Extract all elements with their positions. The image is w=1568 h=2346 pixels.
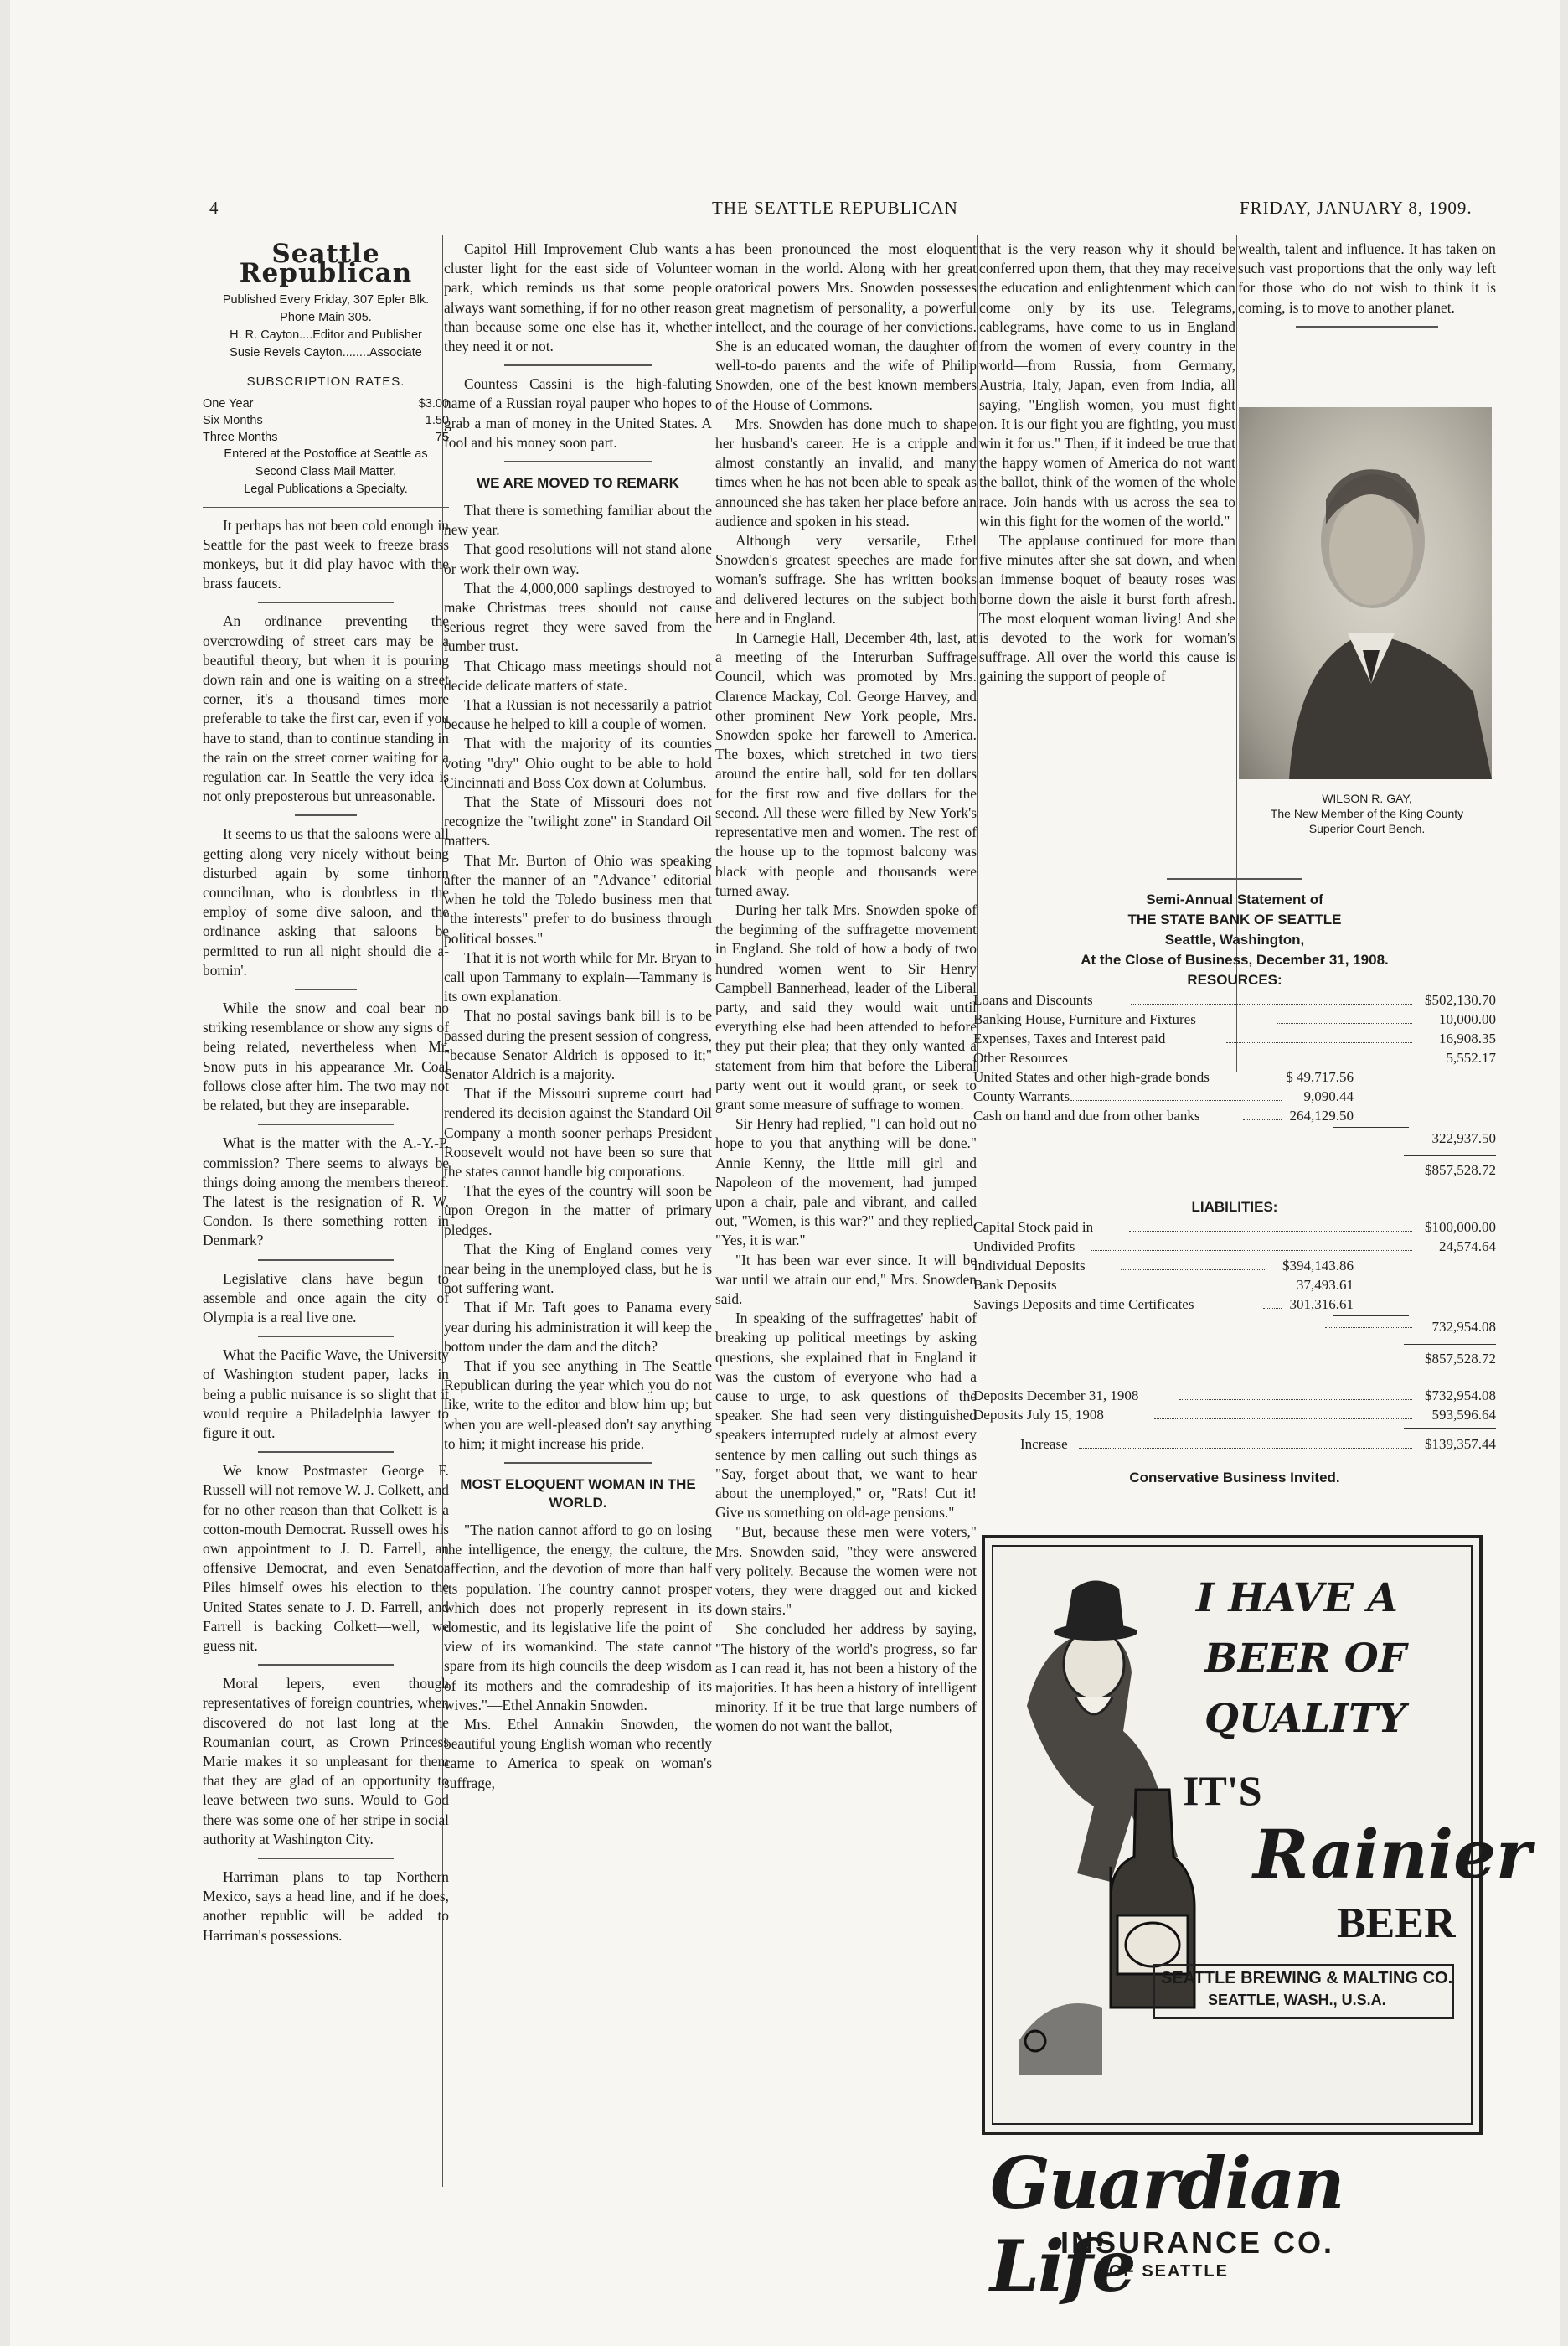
paragraph: In speaking of the suffragettes' habit of breaking up political meetings by asking questions, she explained that in England it was the custom of everyone who had a cause to urge, to ask questions of the speaker. She had seen very distinguished speakers interrupted rudely at almost every sentence by men calling out such things as "Say, forget about that, we want to hear about the unemployed," or, "Rats! Cut it! Give us something on old-age pensions." <box>715 1310 977 1522</box>
statement-row: Individual Deposits $394,143.86 <box>973 1258 1354 1274</box>
paragraph: An ordinance preventing the overcrowding of street cars may be a beautiful theory, but when it is pouring down rain and one is waiting on a street corner, it's a thousand times more preferable to take the first car, even if you have to stand, than to continue standing in the rain on the street corner waiting for a regulation car. In Seattle the very idea is not only preposterous but unreasonable. <box>203 612 449 805</box>
publication-info <box>203 292 449 362</box>
deposit-row: Deposits July 15, 1908 593,596.64 <box>973 1407 1496 1423</box>
ad-headline: QUALITY <box>1204 1696 1406 1742</box>
pub-line: Phone Main 305. <box>280 311 372 325</box>
statement-title: Semi-Annual Statement of <box>1146 891 1323 907</box>
ad-company-name: Guardian Life <box>990 2142 1344 2307</box>
divider <box>258 1858 394 1859</box>
ad-headline: I HAVE A <box>1196 1575 1398 1621</box>
paragraph: The applause continued for more than five minutes after she sat down, and when an immense boquet of beauty roses was borne down the aisle it burst forth afresh. The most eloquent woman living! And she is devoted to the work for woman's suffrage. All over the world this cause is gaining the support of people of <box>979 532 1235 685</box>
portrait-photo <box>1239 407 1492 779</box>
rate-row: Three Months 75 <box>203 430 449 444</box>
paragraph: Sir Henry had replied, "I can hold out no hope to you that anything will be done." Annie Kenny, the little mill girl and Napoleon of the movement, had jumped upon a chair, pale and vibrant, and called out, "Women, is this war?" and they replied, "Yes, it is war." <box>715 1115 977 1249</box>
paragraph: That good resolutions will not stand alone or work their own way. <box>444 540 712 577</box>
paragraph: has been pronounced the most eloquent woman in the world. Along with her great oratorical powers Mrs. Snowden possesses great magnetism of personality, a powerful intellect, and the courage of her convictions. She is an educated woman, the daughter of well-to-do parents and the wife of Philip Snowden, one of the best known members of the House of Commons. <box>715 240 977 413</box>
ad-its: IT'S <box>1183 1767 1262 1814</box>
statement-row: Undivided Profits 24,574.64 <box>973 1238 1496 1254</box>
subscription-rates <box>203 395 449 446</box>
statement-row: Capital Stock paid in $100,000.00 <box>973 1219 1496 1235</box>
section-heading: MOST ELOQUENT WOMAN IN THE WORLD. <box>460 1475 696 1511</box>
statement-footer: Conservative Business Invited. <box>1129 1470 1340 1486</box>
divider <box>258 1124 394 1125</box>
paragraph: Countess Cassini is the high-faluting name of a Russian royal pauper who hopes to grab a man of money in the United States. A fool and his money soon part. <box>444 375 712 451</box>
divider <box>258 1336 394 1337</box>
paragraph: That there is something familiar about the new year. <box>444 502 712 539</box>
caption-name: WILSON R. GAY, <box>1322 792 1412 805</box>
paragraph: Harriman plans to tap Northern Mexico, says a head line, and if he does, another republic will be added to Harriman's possessions. <box>203 1868 449 1944</box>
divider <box>258 602 394 603</box>
paragraph: It seems to us that the saloons were all getting along very nicely without being disturbed again by some tinhorn councilman, who is doubtless in the employ of some dive saloon, and the ordinance asking that saloons be permitted to run all night should die a-bornin'. <box>203 825 449 979</box>
statement-subtotal: 732,954.08 <box>973 1314 1496 1339</box>
ad-subtitle: INSURANCE CO. <box>1060 2225 1335 2260</box>
divider <box>295 989 357 990</box>
statement-row: County Warrants 9,090.44 <box>973 1088 1354 1104</box>
statement-subtotal: 322,937.50 <box>973 1125 1496 1150</box>
paragraph: That if the Missouri supreme court had rendered its decision against the Standard Oil Company a month sooner perhaps President Roosevelt would not have been so sure that the states cannot handle big corporations. <box>444 1085 712 1180</box>
paragraph: That Chicago mass meetings should not decide delicate matters of state. <box>444 657 712 694</box>
paragraph: What is the matter with the A.-Y.-P. commission? There seems to always be things doing among the members thereof. The latest is the resignation of R. W. Condon. Is there something rotten in Denmark? <box>203 1134 449 1249</box>
portrait-caption <box>1238 791 1496 836</box>
paragraph: It perhaps has not been cold enough in Seattle for the past week to freeze brass monkeys, but it did play havoc with the brass faucets. <box>203 516 449 592</box>
column-3 <box>715 240 977 2183</box>
paragraph: that is the very reason why it should be conferred upon them, that they may receive the education and enlightenment which can come only by its use. Telegrams, cablegrams, have come to us in England from the women of every country in the world—from Russia, from Germany, Austria, Italy, Japan, even from India, all saying, "English women, you must fight on. It is our fight you are fighting, you must win it for us." Then, if it indeed be true that the happy women of America do not want the ballot, think of the women of the whole race. Join hands with us across the sea to win this fight for the women of the world." <box>979 240 1235 530</box>
paragraph: Mrs. Ethel Annakin Snowden, the beautiful young English woman who recently came to America to speak on woman's suffrage, <box>444 1716 712 1791</box>
ad-beer: BEER <box>1337 1899 1456 1947</box>
statement-row: Savings Deposits and time Certificates 301,316.61 <box>973 1296 1354 1312</box>
ad-company: SEATTLE BREWING & MALTING CO. <box>1161 1969 1453 1987</box>
divider <box>295 814 357 816</box>
statement-row: Loans and Discounts $502,130.70 <box>973 992 1496 1008</box>
bank-location: Seattle, Washington, <box>1164 932 1305 948</box>
divider <box>258 1451 394 1453</box>
statement-row: Bank Deposits 37,493.61 <box>973 1277 1354 1293</box>
rates-heading: SUBSCRIPTION RATES. <box>246 375 405 390</box>
resources-heading: RESOURCES: <box>1187 972 1282 988</box>
paragraph: That if you see anything in The Seattle Republican during the year which you do not like, write to the editor and blow him up; but when you are well-pleased don't say anything to him; it might increase his pride. <box>444 1356 712 1452</box>
increase-row: Increase $139,357.44 <box>1020 1436 1496 1452</box>
statement-total: $857,528.72 <box>973 1150 1496 1182</box>
column-2 <box>444 240 712 2183</box>
masthead-title: Seattle Republican <box>239 240 413 289</box>
paragraph: In Carnegie Hall, December 4th, last, at a meeting of the Interurban Suffrage Council, which was promoted by Mrs. Clarence Mackay, Col. George Harvey, and other prominent New York people, Mrs. Snowden spoke her farewell to America. The boxes, which stretched in two tiers around the entire hall, sold for ten dollars for the first row and five dollars for the second. All these were filled by New York's representative men and women. The rest of the house up to the topmost balcony was black with people and thousands were turned away. <box>715 629 977 899</box>
pub-line: Published Every Friday, 307 Epler Blk. <box>222 293 430 307</box>
paragraph: During her talk Mrs. Snowden spoke of the beginning of the suffragette movement in England. She told of how a body of two hundred women went to Sir Henry Campbell Bannerhead, leader of the Liberal party, and said they would wait until everything else had been attended to before they put their plea; that they only wanted a statement from him that before the Liberal party went out it would grant, or seek to grant some measure of suffrage to women. <box>715 901 977 1113</box>
postal-notes: Entered at the Postoffice at Seattle as Second Class Mail Matter. Legal Publications a Specialty. <box>224 447 428 496</box>
divider <box>1167 878 1302 880</box>
rainier-beer-ad <box>982 1535 1532 2135</box>
divider <box>504 461 652 462</box>
page-header <box>10 194 1560 220</box>
rate-row: One Year $3.00 <box>203 396 449 411</box>
paragraph: Although very versatile, Ethel Snowden's greatest speeches are made for woman's suffrage. She has written books and delivered lectures on the subject both here and in England. <box>715 532 977 627</box>
paper-title: THE SEATTLE REPUBLICAN <box>712 198 958 218</box>
paragraph: wealth, talent and influence. It has taken on such vast proportions that the only way left for those who do not wish to think it is coming, is to move to another planet. <box>1238 240 1496 316</box>
column-1 <box>203 240 449 1946</box>
paragraph: Capitol Hill Improvement Club wants a cluster light for the east side of Volunteer park, which reminds us that some people always want something, if for no other reason than because some one else has it, whether they need it or not. <box>444 240 712 355</box>
newspaper-page <box>10 0 1560 2346</box>
paragraph: "The nation cannot afford to go on losing the intelligence, the energy, the culture, the affection, and the devotion of more than half its population. The country cannot prosper which does not properly represent in its domestic, and its legislative life the point of view of its womankind. The state cannot spare from its high councils the deep wisdom of its mothers and the comradeship of its wives."—Ethel Annakin Snowden. <box>444 1521 712 1713</box>
paragraph: That the State of Missouri does not recognize the "twilight zone" in Standard Oil matters. <box>444 793 712 850</box>
ad-city: OF SEATTLE <box>1109 2262 1229 2281</box>
statement-row: Expenses, Taxes and Interest paid 16,908.35 <box>973 1031 1496 1046</box>
paragraph: That with the majority of its counties voting "dry" Ohio ought to be able to hold Cincinnati and Boss Cox down at Columbus. <box>444 735 712 791</box>
column-5 <box>1238 240 1496 374</box>
paragraph: That the eyes of the country will soon be upon Oregon in the matter of primary pledges. <box>444 1182 712 1238</box>
paragraph: While the snow and coal bear no striking resemblance or show any signs of being related, nevertheless when Mr. Snow puts in his appearance Mr. Coal follows close after him. The two may not be related, but they are inseparable. <box>203 1000 449 1114</box>
divider <box>258 1664 394 1666</box>
paragraph: She concluded her address by saying, "The history of the world's progress, so far as I can read it, has not been a history of the majorities. It has been a history of intelligent minority. If it be true that large numbers of women do not want the ballot, <box>715 1620 977 1735</box>
statement-row: United States and other high-grade bonds $ 49,717.56 <box>973 1069 1354 1085</box>
paragraph: That if Mr. Taft goes to Panama every year during his administration it will keep the bottom under the dam and the ditch? <box>444 1299 712 1355</box>
caption-line: Superior Court Bench. <box>1308 822 1426 835</box>
paragraph: That it is not worth while for Mr. Bryan to call upon Tammany to explain—Tammany is its own explanation. <box>444 948 712 1005</box>
paragraph: That a Russian is not necessarily a patriot because he helped to kill a couple of women. <box>444 696 712 733</box>
paragraph: That Mr. Burton of Ohio was speaking after the manner of an "Advance" editorial when he told the Toledo business men that "the interests" prefer to do business through political bosses." <box>444 851 712 947</box>
divider <box>504 364 652 366</box>
bank-statement <box>973 878 1496 1488</box>
ad-brand: Rainier <box>1253 1815 1532 1894</box>
statement-total: $857,528.72 <box>973 1339 1496 1371</box>
ad-city: SEATTLE, WASH., U.S.A. <box>1208 1992 1386 2008</box>
liabilities-heading: LIABILITIES: <box>1191 1199 1278 1215</box>
paragraph: Moral lepers, even though representatives of foreign countries, when discovered do not last long at the Roumanian court, as Crown Princess Marie makes it so unpleasant for them that they are glad of an opportunity to leave between two suns. Would to God there was some one of her stripe in social authority at Washington City. <box>203 1675 449 1847</box>
divider <box>504 1462 652 1464</box>
paragraph: We know Postmaster George F. Russell will not remove W. J. Colkett, and for no other reason than that Colkett is a cotton-mouth Democrat. Russell owes his own appointment to J. D. Farrell, an offensive Democrat, and even Senator Piles himself owes his election to the United States senate to J. D. Farrell, and Farrell is backing Colkett—well, we guess nit. <box>203 1462 449 1654</box>
deposit-row: Deposits December 31, 1908 $732,954.08 <box>973 1387 1496 1403</box>
paragraph: Legislative clans have begun to assemble and once again the city of Olympia is a real live one. <box>203 1269 449 1325</box>
divider <box>1296 326 1437 328</box>
statement-row: Other Resources 5,552.17 <box>973 1050 1496 1066</box>
bank-name: THE STATE BANK OF SEATTLE <box>1127 912 1342 928</box>
ad-headline: BEER OF <box>1204 1635 1407 1682</box>
statement-row: Cash on hand and due from other banks 264,129.50 <box>973 1108 1354 1124</box>
paragraph: That the 4,000,000 saplings destroyed to make Christmas trees should not cause serious regret—they were saved from the lumber trust. <box>444 579 712 655</box>
pub-line: Susie Revels Cayton........Associate <box>230 346 422 360</box>
divider <box>203 507 449 508</box>
caption-line: The New Member of the King County <box>1270 807 1464 820</box>
issue-date: FRIDAY, JANUARY 8, 1909. <box>1240 198 1473 218</box>
paragraph: "It has been war ever since. It will be war until we attain our end," Mrs. Snowden said. <box>715 1251 977 1307</box>
divider <box>258 1259 394 1261</box>
page-number: 4 <box>209 198 219 218</box>
rate-row: Six Months 1.50 <box>203 413 449 427</box>
paragraph: Mrs. Snowden has done much to shape her husband's career. He is a cripple and almost constantly an invalid, and many times when he has not been able to speak as announced she has taken her place before an audience and spoken in his stead. <box>715 415 977 530</box>
paragraph: "But, because these men were voters," Mrs. Snowden said, "they were answered very politely. Because the women were not voters, they were dragged out and kicked down stairs." <box>715 1523 977 1619</box>
guardian-life-ad <box>982 2142 1484 2307</box>
pub-line: H. R. Cayton....Editor and Publisher <box>230 328 422 343</box>
paragraph: What the Pacific Wave, the University of Washington student paper, lacks in being a public nuisance is so slight that it would require a Philadelphia lawyer to figure it out. <box>203 1346 449 1441</box>
section-heading: WE ARE MOVED TO REMARK <box>477 475 679 492</box>
portrait-figure <box>1239 407 1492 779</box>
paragraph: That no postal savings bank bill is to be passed during the present session of congress, "because Senator Aldrich is opposed to it;" Senator Aldrich is a majority. <box>444 1007 712 1083</box>
statement-date: At the Close of Business, December 31, 1908. <box>1081 952 1389 968</box>
statement-row: Banking House, Furniture and Fixtures 10,000.00 <box>973 1011 1496 1027</box>
paragraph: That the King of England comes very near being in the unemployed class, but he is not suffering want. <box>444 1240 712 1297</box>
column-4 <box>979 240 1235 809</box>
